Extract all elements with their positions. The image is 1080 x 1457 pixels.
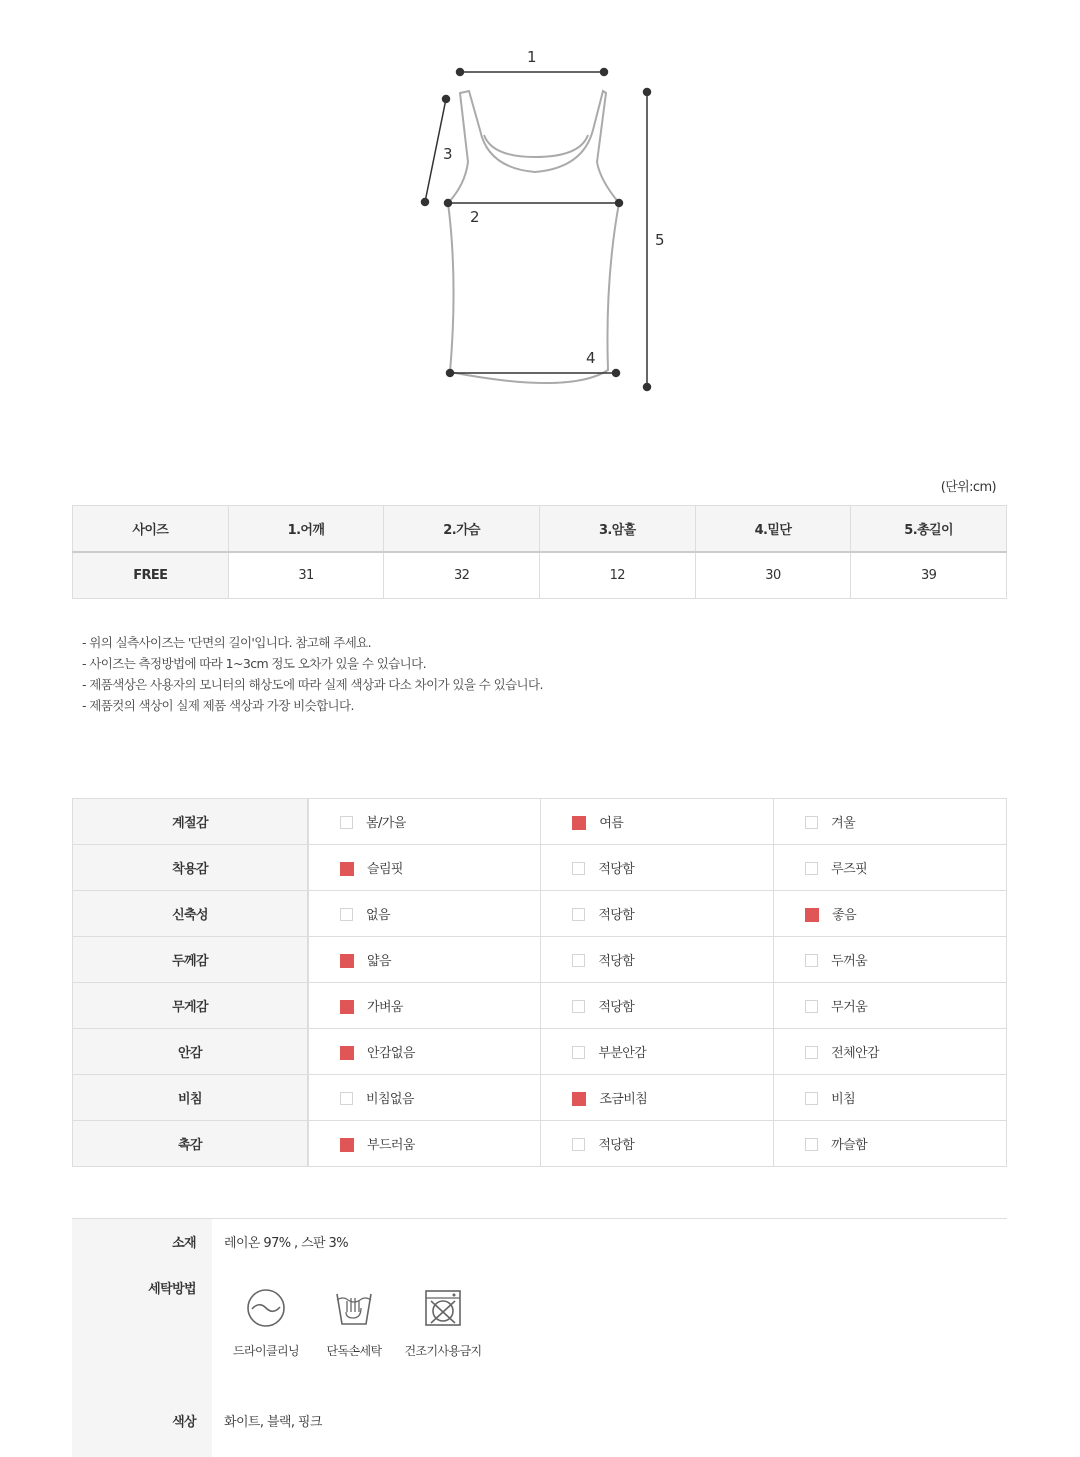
feature-option-label: 비침없음 — [366, 1092, 414, 1107]
size-header-cell: 4.밑단 — [695, 506, 851, 553]
size-table-row — [73, 552, 1007, 599]
material-label: 소재 — [172, 1236, 196, 1251]
unchecked-box-icon — [572, 1138, 585, 1151]
size-diagram — [400, 40, 700, 410]
feature-option-label: 안감없음 — [367, 1046, 415, 1061]
feature-option — [774, 1029, 1007, 1075]
size-header-cell: 2.가슴 — [384, 506, 540, 553]
wash-item-label: 단독손세탁 — [326, 1344, 382, 1358]
size-notes — [82, 632, 543, 716]
feature-row — [73, 1029, 1007, 1075]
size-header-cell: 5.총길이 — [851, 506, 1007, 553]
feature-option — [541, 1121, 774, 1167]
unchecked-box-icon — [572, 862, 585, 875]
feature-option-label: 적당함 — [598, 954, 635, 969]
unchecked-box-icon — [572, 1000, 585, 1013]
feature-option — [541, 983, 774, 1029]
unit-label: (단위:cm) — [940, 480, 996, 495]
unchecked-box-icon — [572, 908, 585, 921]
wash-item-label: 건조기사용금지 — [404, 1344, 482, 1358]
feature-category: 신축성 — [73, 891, 309, 937]
checked-box-icon — [340, 1138, 354, 1152]
feature-option-label: 가벼움 — [367, 1000, 403, 1015]
feature-option-label: 루즈핏 — [831, 862, 868, 877]
tank-top-outline — [400, 40, 700, 410]
wash-item-label: 드라이클리닝 — [233, 1344, 299, 1358]
feature-option-label: 조금비침 — [599, 1092, 648, 1107]
unchecked-box-icon — [805, 1092, 818, 1105]
unchecked-box-icon — [572, 954, 585, 967]
feature-option-label: 얇음 — [367, 954, 391, 969]
unchecked-box-icon — [805, 1138, 818, 1151]
feature-row — [73, 983, 1007, 1029]
size-cell: 31 — [228, 552, 384, 599]
feature-category: 착용감 — [73, 845, 309, 891]
feature-option — [541, 891, 774, 937]
unchecked-box-icon — [340, 816, 353, 829]
feature-option — [308, 799, 541, 845]
feature-row — [73, 1121, 1007, 1167]
feature-option-label: 전체안감 — [831, 1046, 879, 1061]
size-cell: FREE — [73, 552, 229, 599]
unchecked-box-icon — [805, 816, 818, 829]
feature-table — [72, 798, 1007, 1167]
feature-row — [73, 891, 1007, 937]
feature-option — [308, 1029, 541, 1075]
unchecked-box-icon — [805, 862, 818, 875]
size-header-cell: 3.암홀 — [539, 506, 695, 553]
feature-option — [308, 937, 541, 983]
note-line: - 제품컷의 색상이 실제 제품 색상과 가장 비슷합니다. — [82, 698, 354, 713]
unchecked-box-icon — [572, 1046, 585, 1059]
feature-option-label: 겨울 — [831, 816, 856, 831]
feature-option-label: 슬림핏 — [367, 862, 403, 877]
material-value: 레이온 97% , 스판 3% — [224, 1236, 348, 1251]
feature-option — [308, 845, 541, 891]
feature-option-label: 여름 — [599, 816, 624, 831]
feature-option-label: 적당함 — [598, 862, 635, 877]
feature-option-label: 적당함 — [598, 908, 635, 923]
dry-cleaning-icon — [246, 1288, 286, 1328]
feature-category: 계절감 — [73, 799, 309, 845]
feature-option-label: 부드러움 — [367, 1138, 415, 1153]
feature-row — [73, 845, 1007, 891]
feature-row — [73, 799, 1007, 845]
feature-row — [73, 937, 1007, 983]
feature-category: 촉감 — [73, 1121, 309, 1167]
measure-label-1: 1 — [527, 48, 537, 66]
product-info — [72, 1218, 1007, 1457]
feature-option-label: 까슬함 — [831, 1138, 868, 1153]
feature-category: 무게감 — [73, 983, 309, 1029]
size-cell: 12 — [539, 552, 695, 599]
measure-label-2: 2 — [470, 208, 480, 226]
feature-option — [774, 891, 1007, 937]
feature-option-label: 비침 — [831, 1092, 856, 1107]
wash-item-dry-clean — [221, 1288, 311, 1359]
checked-box-icon — [340, 1000, 354, 1014]
feature-row — [73, 1075, 1007, 1121]
feature-option-label: 무거움 — [831, 1000, 868, 1015]
unchecked-box-icon — [805, 1046, 818, 1059]
size-cell: 32 — [384, 552, 540, 599]
unchecked-box-icon — [340, 1092, 353, 1105]
checked-box-icon — [572, 816, 586, 830]
size-header-cell: 사이즈 — [73, 506, 229, 553]
feature-option-label: 없음 — [366, 908, 390, 923]
feature-option — [774, 799, 1007, 845]
unchecked-box-icon — [805, 954, 818, 967]
feature-option — [774, 1121, 1007, 1167]
hand-wash-icon — [334, 1288, 374, 1328]
feature-option — [541, 937, 774, 983]
feature-option-label: 좋음 — [832, 908, 857, 923]
wash-label: 세탁방법 — [148, 1282, 196, 1297]
feature-category: 비침 — [73, 1075, 309, 1121]
feature-option — [774, 845, 1007, 891]
size-table — [72, 505, 1007, 599]
measure-label-4: 4 — [586, 349, 596, 367]
color-label: 색상 — [172, 1415, 196, 1430]
checked-box-icon — [805, 908, 819, 922]
feature-option — [774, 983, 1007, 1029]
size-cell: 39 — [851, 552, 1007, 599]
feature-option — [308, 1121, 541, 1167]
feature-option — [541, 799, 774, 845]
feature-option-label: 적당함 — [598, 1138, 635, 1153]
feature-option — [774, 937, 1007, 983]
feature-category: 안감 — [73, 1029, 309, 1075]
note-line: - 제품색상은 사용자의 모니터의 해상도에 따라 실제 색상과 다소 차이가 있을 수 있습니다. — [82, 677, 543, 692]
color-value: 화이트, 블랙, 핑크 — [224, 1415, 322, 1430]
feature-option — [308, 891, 541, 937]
feature-option — [541, 845, 774, 891]
note-line: - 사이즈는 측정방법에 따라 1~3cm 정도 오차가 있을 수 있습니다. — [82, 656, 426, 671]
wash-item-hand-wash — [309, 1288, 399, 1359]
checked-box-icon — [340, 862, 354, 876]
feature-option — [541, 1075, 774, 1121]
feature-option-label: 부분안감 — [598, 1046, 647, 1061]
size-cell: 30 — [695, 552, 851, 599]
checked-box-icon — [340, 954, 354, 968]
feature-option-label: 봄/가을 — [366, 816, 406, 831]
measure-label-3: 3 — [443, 145, 453, 163]
feature-option — [541, 1029, 774, 1075]
feature-option — [308, 983, 541, 1029]
feature-option-label: 두꺼움 — [831, 954, 868, 969]
unchecked-box-icon — [805, 1000, 818, 1013]
measure-label-5: 5 — [655, 231, 665, 249]
wash-item-no-dryer — [398, 1288, 488, 1359]
size-table-header-row — [73, 506, 1007, 553]
note-line: - 위의 실측사이즈는 '단면의 길이'입니다. 참고해 주세요. — [82, 635, 372, 650]
feature-option — [774, 1075, 1007, 1121]
no-tumble-dry-icon — [423, 1288, 463, 1328]
size-header-cell: 1.어깨 — [228, 506, 384, 553]
feature-option — [308, 1075, 541, 1121]
unchecked-box-icon — [340, 908, 353, 921]
checked-box-icon — [572, 1092, 586, 1106]
feature-category: 두께감 — [73, 937, 309, 983]
feature-option-label: 적당함 — [598, 1000, 635, 1015]
checked-box-icon — [340, 1046, 354, 1060]
